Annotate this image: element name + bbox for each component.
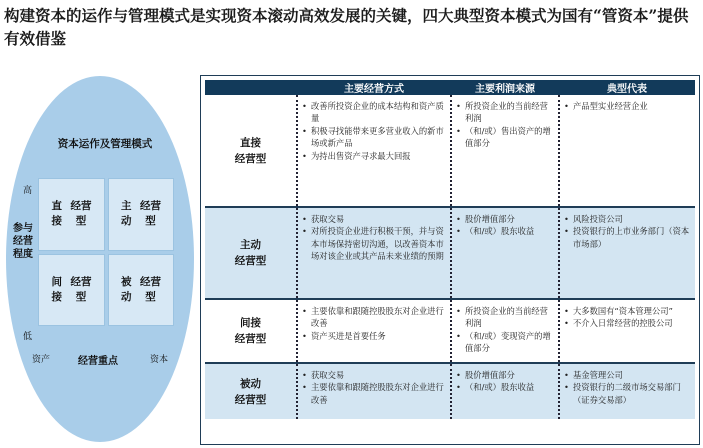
quadrant-passive: 被动 经营型 xyxy=(108,254,175,327)
mode-table-panel xyxy=(200,75,700,445)
row-label: 主动 经营型 xyxy=(205,207,297,299)
list-item: • 为持出售资产寻求最大回报 xyxy=(302,150,446,162)
quadrant-direct: 直接 经营型 xyxy=(38,178,105,251)
x-axis-right: 资本 xyxy=(150,355,169,365)
y-axis-label: 参与经营程度 xyxy=(13,223,33,260)
page-title: 构建资本的运作与管理模式是实现资本滚动高效发展的关键，四大典型资本模式为国有“管资本”提供有效借鉴 xyxy=(4,6,689,48)
list-item: • 风险投资公司 xyxy=(564,213,691,225)
list-item: • 获取交易 xyxy=(302,213,446,225)
list-item: • 资产买进是首要任务 xyxy=(302,330,446,342)
profits-cell xyxy=(451,299,559,363)
header-examples: 典型代表 xyxy=(559,80,695,95)
table-row xyxy=(205,363,695,419)
list-item: • 股价增值部分 xyxy=(456,369,554,381)
examples-cell xyxy=(559,207,695,299)
list-item: • 不介入日常经营的控股公司 xyxy=(564,317,691,329)
list-item: • 主要依靠和跟随控股股东对企业进行改善 xyxy=(302,381,446,406)
list-item: • 对所投资企业进行积极干预，并与资本市场保持密切沟通，以改善资本市场对该企业或其产品未来业绩的预期 xyxy=(302,225,446,262)
examples-cell xyxy=(559,299,695,363)
profits-cell xyxy=(451,363,559,419)
matrix-title: 资本运作及管理模式 xyxy=(57,138,153,150)
list-item: • 投资银行的上市业务部门（资本市场部） xyxy=(564,225,691,250)
examples-cell xyxy=(559,363,695,419)
table-row xyxy=(205,95,695,207)
profits-cell xyxy=(451,207,559,299)
list-item: • 积极寻找能带来更多营业收入的新市场或新产品 xyxy=(302,125,446,150)
y-axis-low: 低 xyxy=(23,332,33,342)
quadrant-active: 主动 经营型 xyxy=(108,178,175,251)
header-profits: 主要利润来源 xyxy=(451,80,559,95)
list-item: • 获取交易 xyxy=(302,369,446,381)
methods-cell xyxy=(297,95,451,207)
list-item: • （和/或）变现资产的增值部分 xyxy=(456,330,554,355)
header-corner xyxy=(205,80,297,95)
list-item: • （和/或）股东收益 xyxy=(456,381,554,393)
list-item: • 股价增值部分 xyxy=(456,213,554,225)
methods-cell xyxy=(297,299,451,363)
row-label: 被动 经营型 xyxy=(205,363,297,419)
list-item: • （和/或）股东收益 xyxy=(456,225,554,237)
table-row xyxy=(205,207,695,299)
list-item: • 投资银行的二级市场交易部门（证券交易部） xyxy=(564,381,691,406)
y-axis-high: 高 xyxy=(23,186,33,196)
list-item: • 大多数国有“资本管理公司” xyxy=(564,305,691,317)
methods-cell xyxy=(297,363,451,419)
list-item: • 所投资企业的当前经营利润 xyxy=(456,100,554,125)
examples-cell xyxy=(559,95,695,207)
list-item: • 所投资企业的当前经营利润 xyxy=(456,305,554,330)
list-item: • 基金管理公司 xyxy=(564,369,691,381)
x-axis-label: 经营重点 xyxy=(78,356,118,367)
x-axis-left: 资产 xyxy=(32,355,51,365)
list-item: • （和/或）售出资产的增值部分 xyxy=(456,125,554,150)
row-label: 间接 经营型 xyxy=(205,299,297,363)
list-item: • 主要依靠和跟随控股股东对企业进行改善 xyxy=(302,305,446,330)
mode-table xyxy=(205,80,695,419)
profits-cell xyxy=(451,95,559,207)
list-item: • 改善所投资企业的成本结构和资产质量 xyxy=(302,100,446,125)
quadrant-indirect: 间接 经营型 xyxy=(38,254,105,327)
header-methods: 主要经营方式 xyxy=(297,80,451,95)
quadrant-grid xyxy=(38,178,174,326)
methods-cell xyxy=(297,207,451,299)
row-label: 直接 经营型 xyxy=(205,95,297,207)
list-item: • 产品型实业经营企业 xyxy=(564,100,691,112)
table-row xyxy=(205,299,695,363)
